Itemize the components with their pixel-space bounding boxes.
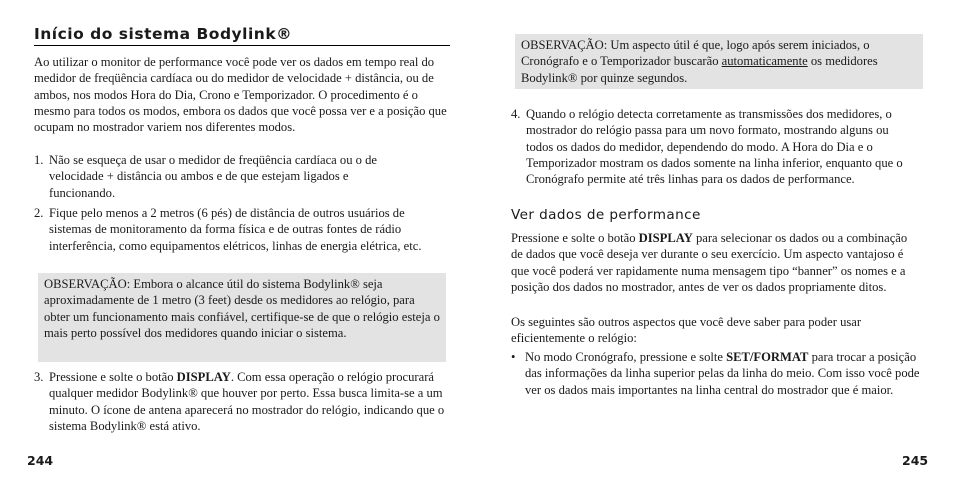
note-text-end: os medidores Bodylink® por quinze segundos. [521,54,878,85]
step-4-text: Quando o relógio detecta corretamente as transmissões dos medidores, o mostrador do relógio passa para um novo formato, mostrando alguns ou todos os dados do medidor, dependendo do modo. A Hora do Dia e o Temporizador mostram os dados somente na linha inferior, enquanto que o Cronógrafo permite até três linhas para os dados de performance. [526,107,903,187]
step-1-text: Não se esqueça de usar o medidor de freqüência cardíaca ou o de velocidade + distância ou ambos e de que estejam ligados e funcionando. [49,153,377,200]
display-button-label-2: DISPLAY [638,231,693,245]
aspects-paragraph: Os seguintes são outros aspectos que você deve saber para poder usar eficientemente o relógio: [511,315,862,346]
page-number-left: 244 [27,453,54,468]
step-4 [511,106,903,187]
step-4-number: 4. [511,107,521,121]
step-2-text: Fique pelo menos a 2 metros (6 pés) de distância de outros usuários de sistemas de monitoramento da forma física e de outras fontes de rádio interferência, como equipamentos elétricos, linhas de energia elétrica, etc. [49,206,422,253]
step-2 [34,205,450,254]
step-3-text-end: . Com essa operação o relógio procurará qualquer medidor Bodylink® que houver por perto. Essa busca limita-se a um minuto. O ícone de antena aparecerá no mostrador do relógio, indicando que o sistema Bodylink® está ativo. [49,370,445,433]
subheading: Ver dados de performance [511,207,701,223]
note-text: OBSERVAÇÃO: Embora o alcance útil do sistema Bodylink® seja aproximadamente de 1 metro (3 feet) desde os medidores ao relógio, para obter um funcionamento mais confiável, certifique-se de que o relógio esteja o mais perto possível dos medidores quando iniciar o sistema. [44,277,440,340]
performance-text-start: Pressione e solte o botão [511,231,639,245]
set-format-button-label: SET/FORMAT [726,350,809,364]
note-box-top [515,34,923,89]
step-1-number: 1. [34,153,44,167]
section-heading: Início do sistema Bodylink® [34,25,450,46]
step-2-number: 2. [34,206,44,220]
bullet-mark: • [511,350,516,364]
bullet-item [511,349,921,398]
note-text-start: OBSERVAÇÃO: Um aspecto útil é que, logo após serem iniciados, o Cronógrafo e o Temporizador buscarão [521,38,870,69]
step-3-number: 3. [34,370,44,384]
step-1 [34,152,394,201]
note-underlined-word: automaticamente [721,54,808,69]
step-3 [34,369,450,434]
bullet-text-end: para trocar a posição das informações da linha superior pelas da linha do meio. Com isso você pode ver os dados mais importantes na linha central do mostrador que é maior. [525,350,920,397]
step-3-text-start: Pressione e solte o botão [49,370,177,384]
performance-text-end: para selecionar os dados ou a combinação de dados que você deseja ver durante o seu exercício. Um aspecto vantajoso é que você poderá ver rapidamente numa mensagem tipo “banner” os nomes e a posição dos dados no mostrador, antes de ver os dados propriamente ditos. [511,231,908,294]
display-button-label: DISPLAY [176,370,231,384]
note-box [38,273,446,362]
page-number-right: 245 [902,453,929,468]
intro-paragraph: Ao utilizar o monitor de performance você pode ver os dados em tempo real do medidor de freqüência cardíaca ou do medidor de velocidade + distância, ou de ambos, nos modos Hora do Dia, Crono e Temporizador. O procedimento é o mesmo para todos os modos, embora os dados que você possa ver e a posição que ocupam no mostrador variem nos diferentes modos. [34,55,447,135]
performance-paragraph [511,230,921,295]
bullet-text-start: No modo Cronógrafo, pressione e solte [525,350,727,364]
